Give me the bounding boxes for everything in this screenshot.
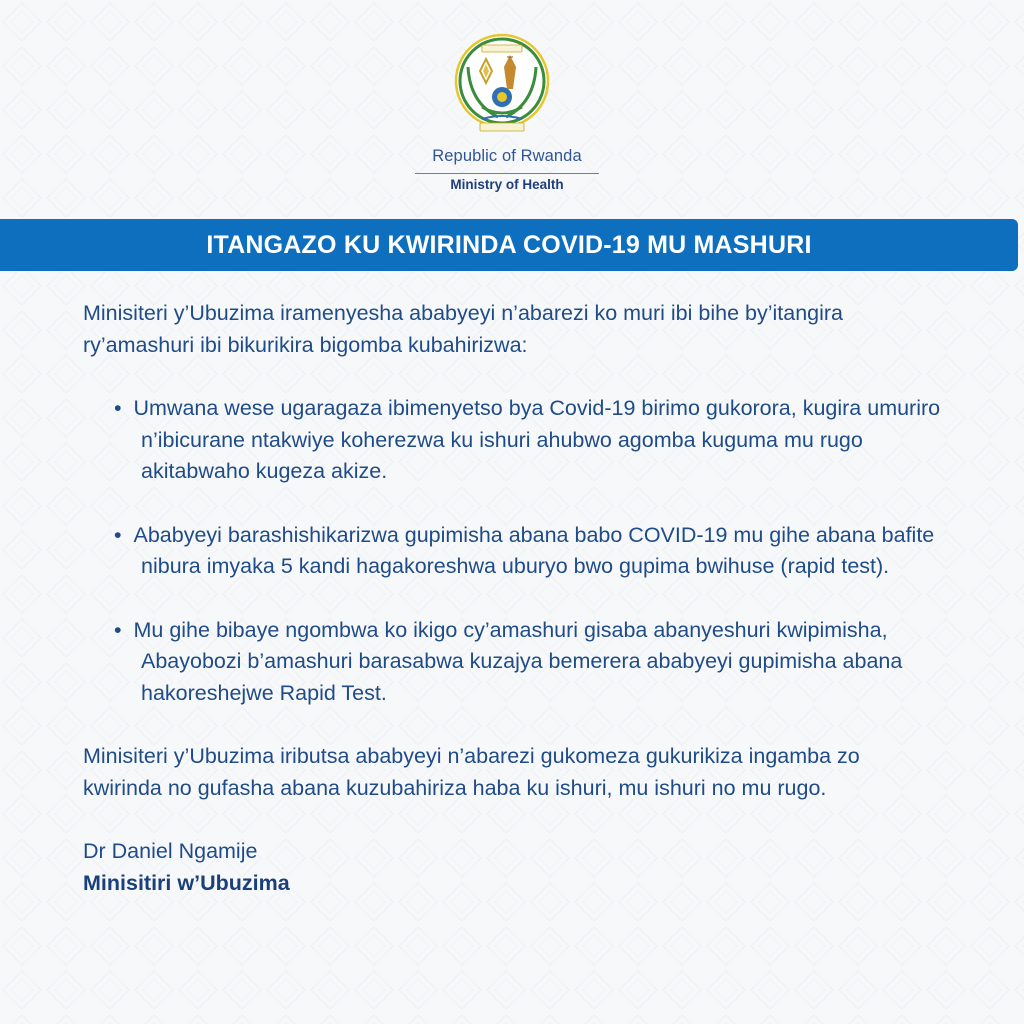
list-item-text: Mu gihe bibaye ngombwa ko ikigo cy’amashuri gisaba abanyeshuri kwipimisha, Abayobozi b’amashuri barasabwa kuzajya bemerera ababyeyi gupimisha abana hakoreshejwe Rapid Test. xyxy=(133,617,903,705)
intro-paragraph: Minisiteri y’Ubuzima iramenyesha ababyeyi n’abarezi ko muri ibi bihe by’itangira ry’amashuri ibi bikurikira bigomba kubahirizwa: xyxy=(83,301,844,357)
header-divider xyxy=(415,173,599,174)
page-title: ITANGAZO KU KWIRINDA COVID-19 MU MASHURI xyxy=(206,231,812,259)
list-item-text: Umwana wese ugaragaza ibimenyetso bya Covid-19 birimo gukorora, kugira umuriro n’ibicurane ntakwiye koherezwa ku ishuri ahubwo agomba kuguma mu rugo akitabwaho kugeza akize. xyxy=(133,396,941,483)
list-item-text: Ababyeyi barashishikarizwa gupimisha abana babo COVID-19 mu gihe abana bafite nibura imyaka 5 kandi hagakoreshwa uburyo bwo gupima bwihuse (rapid test). xyxy=(133,522,935,578)
ministry-label: Ministry of Health xyxy=(450,177,564,192)
republic-label: Republic of Rwanda xyxy=(432,147,582,165)
signer-title: Minisitiri w’Ubuzima xyxy=(83,870,290,895)
letterhead xyxy=(0,28,1024,200)
measures-list xyxy=(83,393,943,709)
bullet-icon: • xyxy=(114,522,122,547)
bullet-icon: • xyxy=(114,617,122,642)
rwanda-coat-of-arms-seal xyxy=(452,33,552,145)
bullet-icon: • xyxy=(114,396,122,420)
title-banner xyxy=(0,219,1018,271)
list-item xyxy=(83,615,943,710)
signer-name: Dr Daniel Ngamije xyxy=(83,839,258,863)
list-item xyxy=(83,393,943,488)
announcement-body xyxy=(83,298,943,899)
list-item xyxy=(83,520,943,583)
closing-paragraph: Minisiteri y’Ubuzima iributsa ababyeyi n’abarezi gukomeza gukurikiza ingamba zo kwirinda no gufasha abana kuzubahiriza haba ku ishuri, mu ishuri no mu rugo. xyxy=(83,744,860,800)
